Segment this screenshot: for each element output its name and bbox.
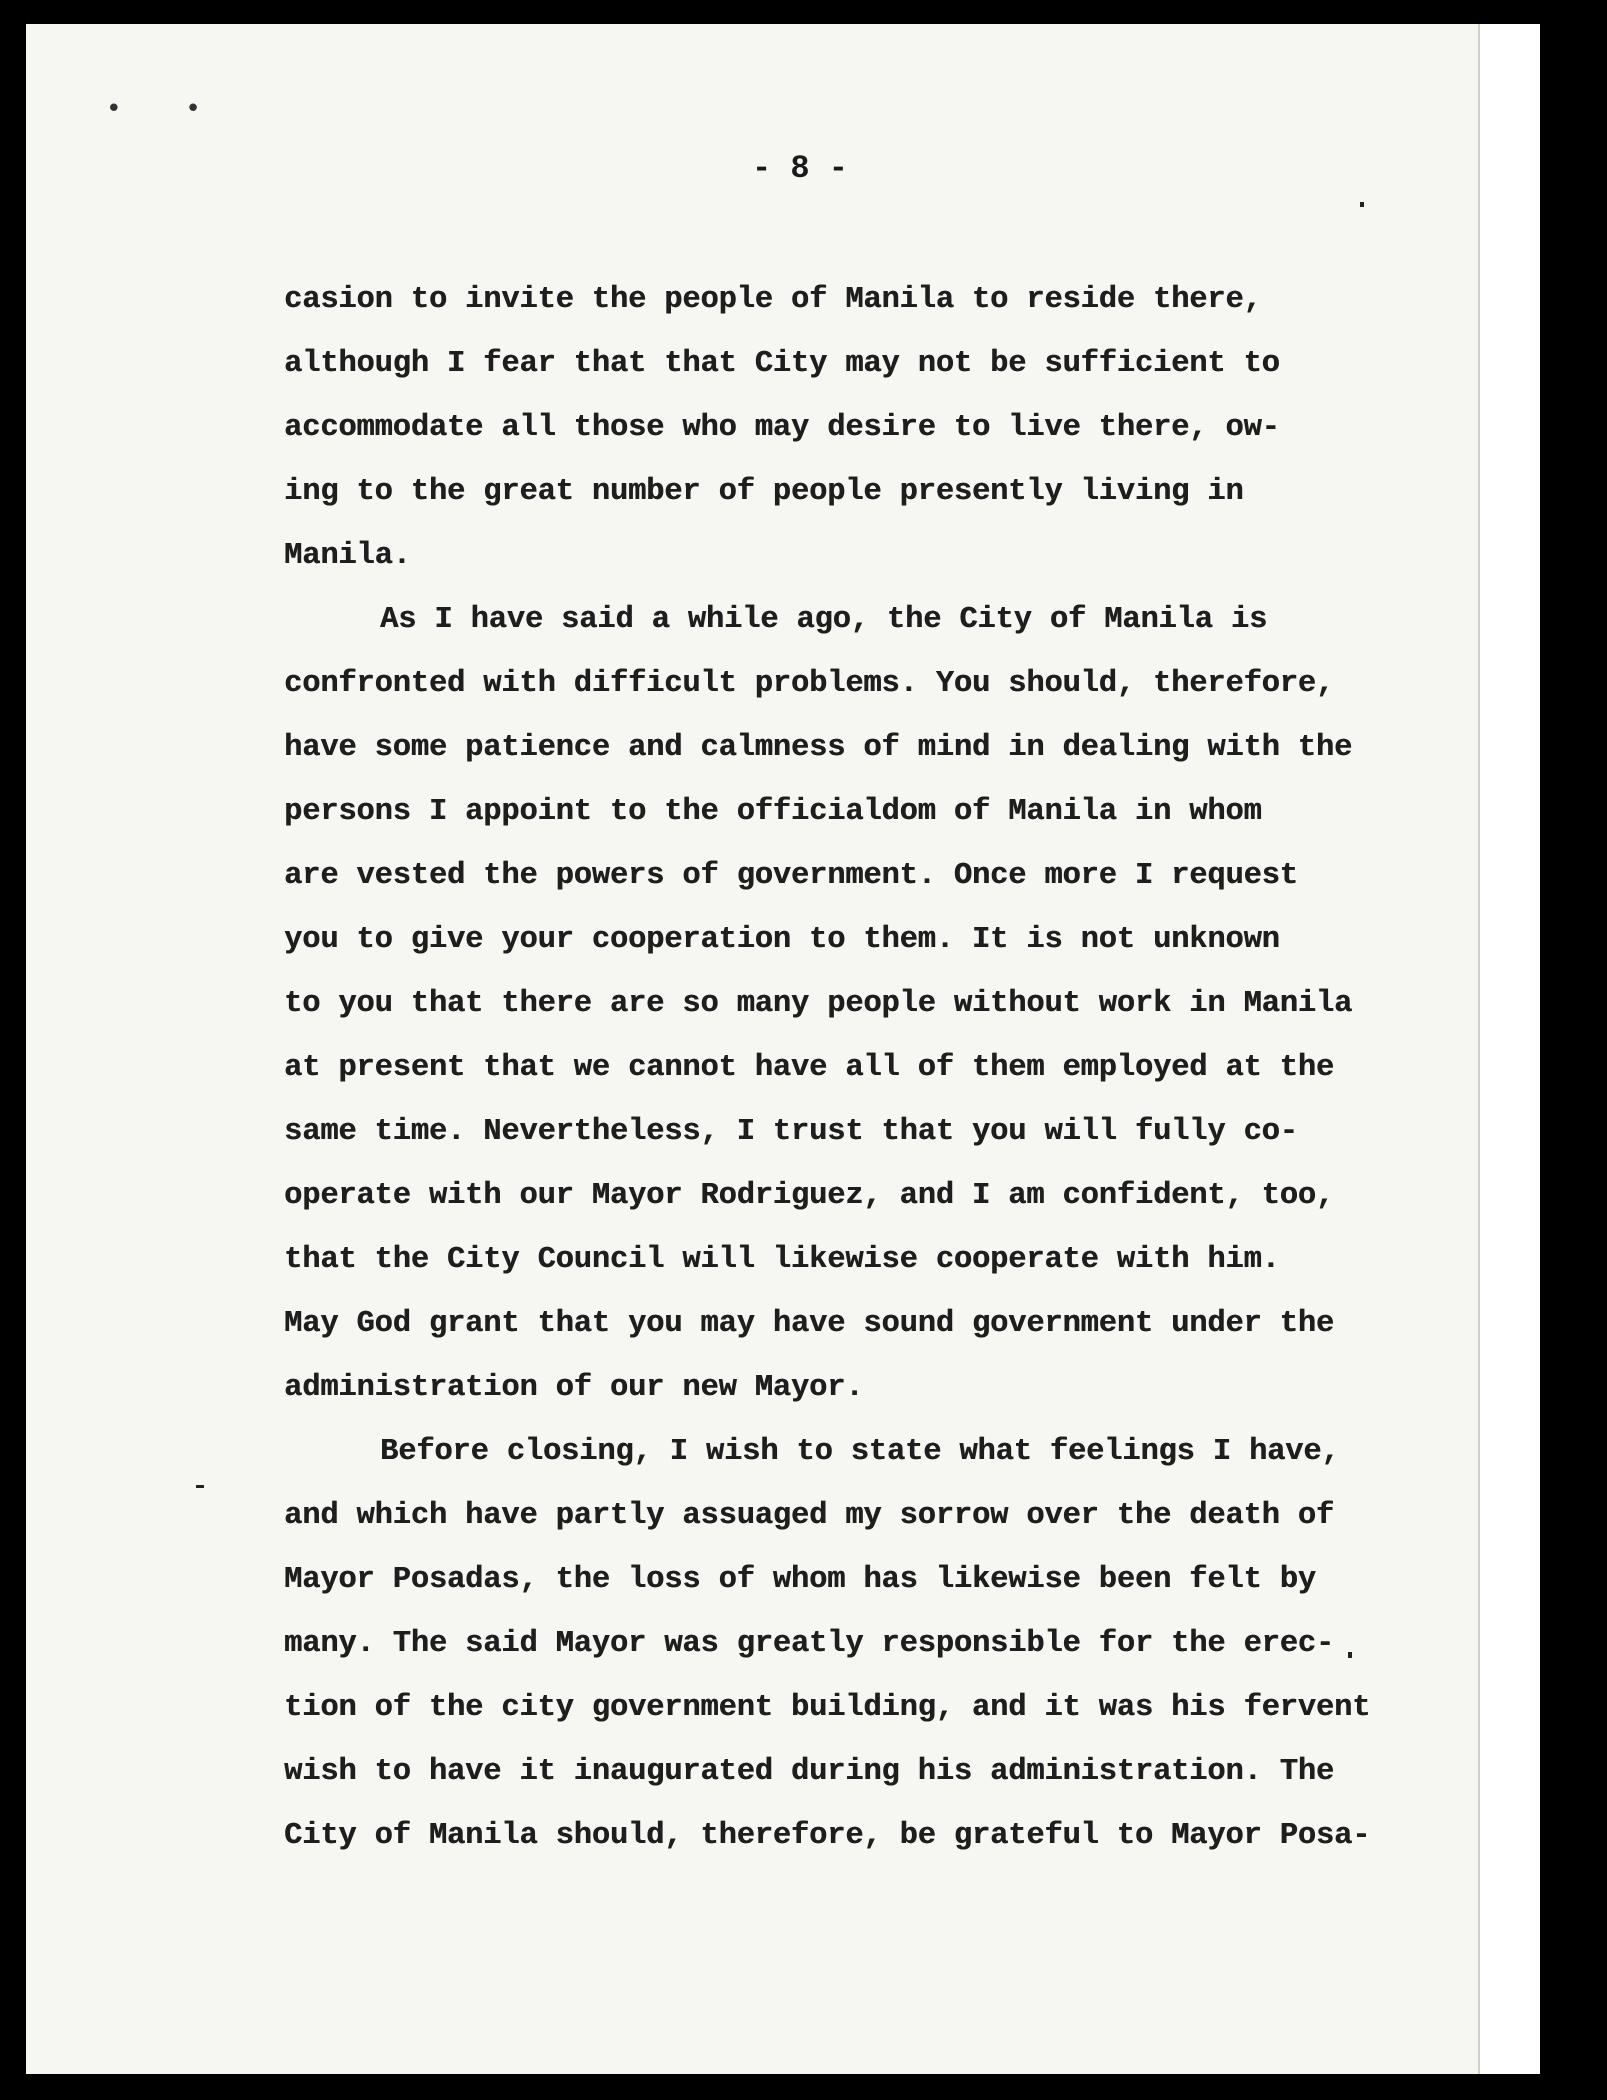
text-line: you to give your cooperation to them. It is not unknown	[284, 923, 1280, 957]
text-line: operate with our Mayor Rodriguez, and I am confident, too,	[284, 1179, 1334, 1213]
text-line: ing to the great number of people presently living in	[284, 475, 1244, 509]
text-line: same time. Nevertheless, I trust that you will fully co-	[284, 1115, 1298, 1149]
text-line: although I fear that that City may not be sufficient to	[284, 347, 1280, 381]
page-number: - 8 -	[751, 150, 848, 187]
text-line: May God grant that you may have sound government under the	[284, 1307, 1334, 1341]
paragraph-start-line: As I have said a while ago, the City of Manila is	[380, 603, 1268, 637]
text-line: confronted with difficult problems. You should, therefore,	[284, 667, 1334, 701]
body-text	[284, 268, 1494, 1868]
text-line: City of Manila should, therefore, be grateful to Mayor Posa-	[284, 1819, 1371, 1853]
margin-dots: • •	[106, 94, 225, 124]
scan-speck	[196, 1485, 204, 1488]
text-line: are vested the powers of government. Once more I request	[284, 859, 1298, 893]
text-line: casion to invite the people of Manila to reside there,	[284, 283, 1262, 317]
text-line: accommodate all those who may desire to live there, ow-	[284, 411, 1280, 445]
text-line: wish to have it inaugurated during his administration. The	[284, 1755, 1334, 1789]
text-line: and which have partly assuaged my sorrow over the death of	[284, 1499, 1334, 1533]
text-line: to you that there are so many people without work in Manila	[284, 987, 1353, 1021]
text-line: that the City Council will likewise cooperate with him.	[284, 1243, 1280, 1277]
text-line: administration of our new Mayor.	[284, 1371, 864, 1405]
text-line: have some patience and calmness of mind in dealing with the	[284, 731, 1353, 765]
paragraph-start-line: Before closing, I wish to state what feelings I have,	[380, 1435, 1340, 1469]
text-line: Manila.	[284, 539, 411, 573]
text-line: tion of the city government building, and it was his fervent	[284, 1691, 1371, 1725]
text-line: persons I appoint to the officialdom of Manila in whom	[284, 795, 1262, 829]
scan-speck	[1360, 202, 1364, 207]
text-line: at present that we cannot have all of them employed at the	[284, 1051, 1334, 1085]
text-line: many. The said Mayor was greatly responsible for the erec-	[284, 1627, 1334, 1661]
text-line: Mayor Posadas, the loss of whom has likewise been felt by	[284, 1563, 1316, 1597]
